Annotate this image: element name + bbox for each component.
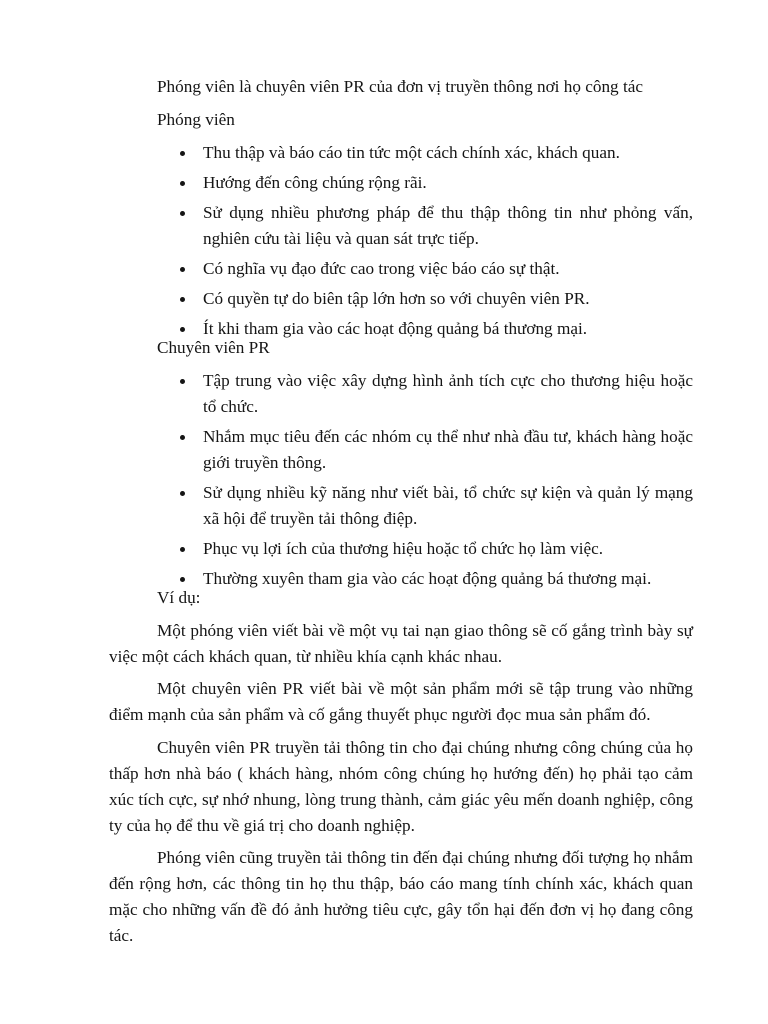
list-item-text: Hướng đến công chúng rộng rãi. [203,173,427,192]
list-item [0,566,693,592]
list-item-text: Phục vụ lợi ích của thương hiệu hoặc tổ chức họ làm việc. [203,539,604,558]
list-item [0,368,693,420]
body-paragraph-4: Phóng viên cũng truyền tải thông tin đến đại chúng nhưng đối tượng họ nhắm đến rộng hơn, các thông tin họ thu thập, báo cáo mang tính chính xác, khách quan mặc cho những vấn đề đó ảnh hưởng tiêu cực, gây tổn hại đến đơn vị họ đang công tác. [109,848,693,945]
bullet-icon [180,577,185,582]
bullet-icon [180,297,185,302]
reporter-list [0,140,693,346]
list-item [0,140,693,166]
bullet-icon [180,379,185,384]
bullet-icon [180,547,185,552]
list-item-text: Nhắm mục tiêu đến các nhóm cụ thể như nhà đầu tư, khách hàng hoặc giới truyền thông. [203,427,693,472]
reporter-heading: Phóng viên [157,110,235,129]
example-paragraph-1: Một phóng viên viết bài về một vụ tai nạn giao thông sẽ cố gắng trình bày sự việc một cách khách quan, từ nhiều khía cạnh khác nhau. [109,621,693,666]
list-item [0,256,693,282]
list-item-text: Có quyền tự do biên tập lớn hơn so với chuyên viên PR. [203,289,590,308]
bullet-icon [180,267,185,272]
bullet-icon [180,327,185,332]
list-item-text: Ít khi tham gia vào các hoạt động quảng bá thương mại. [203,319,588,338]
pr-specialist-heading: Chuyên viên PR [157,338,270,357]
list-item [0,480,693,532]
list-item-text: Thu thập và báo cáo tin tức một cách chính xác, khách quan. [203,143,620,162]
list-item-text: Sử dụng nhiều kỹ năng như viết bài, tổ chức sự kiện và quản lý mạng xã hội để truyền tải thông điệp. [203,483,693,528]
list-item [0,424,693,476]
intro-line: Phóng viên là chuyên viên PR của đơn vị truyền thông nơi họ công tác [157,77,643,96]
list-item-text: Thường xuyên tham gia vào các hoạt động quảng bá thương mại. [203,569,652,588]
list-item [0,316,693,342]
list-item-text: Tập trung vào việc xây dựng hình ảnh tích cực cho thương hiệu hoặc tổ chức. [203,371,693,416]
bullet-icon [180,491,185,496]
bullet-icon [180,151,185,156]
example-heading: Ví dụ: [157,588,201,607]
bullet-icon [180,181,185,186]
list-item-text: Sử dụng nhiều phương pháp để thu thập thông tin như phỏng vấn, nghiên cứu tài liệu và quan sát trực tiếp. [203,203,693,248]
list-item [0,286,693,312]
list-item-text: Có nghĩa vụ đạo đức cao trong việc báo cáo sự thật. [203,259,560,278]
list-item [0,170,693,196]
bullet-icon [180,435,185,440]
list-item [0,536,693,562]
pr-specialist-list [0,368,693,596]
list-item [0,200,693,252]
body-paragraph-3: Chuyên viên PR truyền tải thông tin cho đại chúng nhưng công chúng của họ thấp hơn nhà báo ( khách hàng, nhóm công chúng họ hướng đến) họ phải tạo cảm xúc tích cực, sự nhớ nhung, lòng trung thành, cảm giác yêu mến doanh nghiệp, công ty của họ để thu về giá trị cho doanh nghiệp. [109,738,693,835]
bullet-icon [180,211,185,216]
example-paragraph-2: Một chuyên viên PR viết bài về một sản phẩm mới sẽ tập trung vào những điểm mạnh của sản phẩm và cố gắng thuyết phục người đọc mua sản phẩm đó. [109,679,693,724]
